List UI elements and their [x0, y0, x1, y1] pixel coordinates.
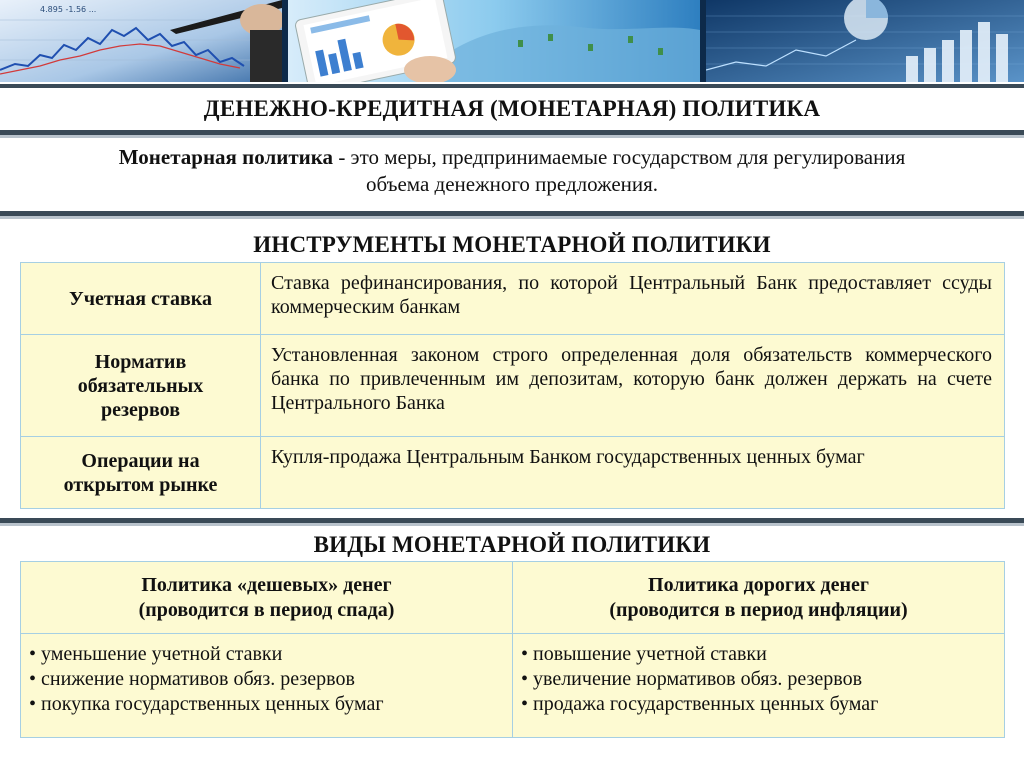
definition-term: Монетарная политика	[118, 145, 334, 169]
table-row	[21, 335, 1005, 437]
list-item: • продажа государственных ценных бумаг	[521, 693, 879, 715]
title-bottom-rule-light	[0, 135, 1024, 138]
heading-line: Политика дорогих денег	[648, 573, 869, 596]
table-row	[21, 263, 1005, 335]
heading-line: Политика «дешевых» денег	[141, 573, 392, 596]
instrument-name-line: резервов	[100, 398, 180, 421]
list-item: • покупка государственных ценных бумаг	[29, 693, 384, 715]
instrument-name	[21, 335, 261, 437]
heading-line: (проводится в период спада)	[138, 598, 395, 621]
list-item: • уменьшение учетной ставки	[29, 643, 283, 665]
instrument-description: Ставка рефинансирования, по которой Центральный Банк предоставляет ссуды коммерческим банкам	[261, 263, 1005, 335]
instrument-name-line: Операции на	[81, 449, 200, 472]
instruments-title: ИНСТРУМЕНТЫ МОНЕТАРНОЙ ПОЛИТИКИ	[253, 232, 771, 257]
types-title: ВИДЫ МОНЕТАРНОЙ ПОЛИТИКИ	[313, 532, 711, 557]
title-top-rule	[0, 84, 1024, 88]
instrument-name	[21, 263, 261, 335]
dear-money-measures	[513, 634, 1005, 738]
page-title: ДЕНЕЖНО-КРЕДИТНАЯ (МОНЕТАРНАЯ) ПОЛИТИКА	[203, 96, 821, 121]
header-banner	[0, 0, 1024, 82]
types-table	[20, 561, 1005, 738]
definition-rule-light	[0, 216, 1024, 219]
heading-line: (проводится в период инфляции)	[609, 598, 908, 621]
dear-money-heading	[513, 562, 1005, 634]
tablet-map-photo	[288, 0, 700, 82]
instruments-table	[20, 262, 1005, 509]
list-item: • увеличение нормативов обяз. резервов	[521, 668, 863, 690]
table-row	[21, 634, 1005, 738]
table-row	[21, 562, 1005, 634]
list-item: • снижение нормативов обяз. резервов	[29, 668, 355, 690]
list-item: • повышение учетной ставки	[521, 643, 767, 665]
instrument-name	[21, 437, 261, 509]
definition-text-line2: объема денежного предложения.	[365, 172, 659, 196]
instrument-name-line: Учетная ставка	[69, 287, 212, 310]
stock-chart-photo	[0, 0, 282, 82]
cheap-money-heading	[21, 562, 513, 634]
business-graphics-photo	[706, 0, 1024, 82]
instrument-name-line: обязательных	[77, 374, 204, 397]
instrument-description: Купля-продажа Центральным Банком государственных ценных бумаг	[261, 437, 1005, 509]
table-row	[21, 437, 1005, 509]
definition-block	[20, 144, 1004, 198]
instrument-name-line: Норматив	[94, 350, 187, 373]
instruments-rule-light	[0, 523, 1024, 526]
definition-text-line1: - это меры, предпринимаемые государством для регулирования	[333, 145, 906, 169]
instrument-name-line: открытом рынке	[63, 473, 218, 496]
svg-text:4.895 -1.56 ...: 4.895 -1.56 ...	[40, 5, 97, 14]
cheap-money-measures	[21, 634, 513, 738]
instrument-description: Установленная законом строго определенная доля обязательств коммерческого банка по привлеченным им депозитам, которую банк должен держать на счете Центрального Банка	[261, 335, 1005, 437]
